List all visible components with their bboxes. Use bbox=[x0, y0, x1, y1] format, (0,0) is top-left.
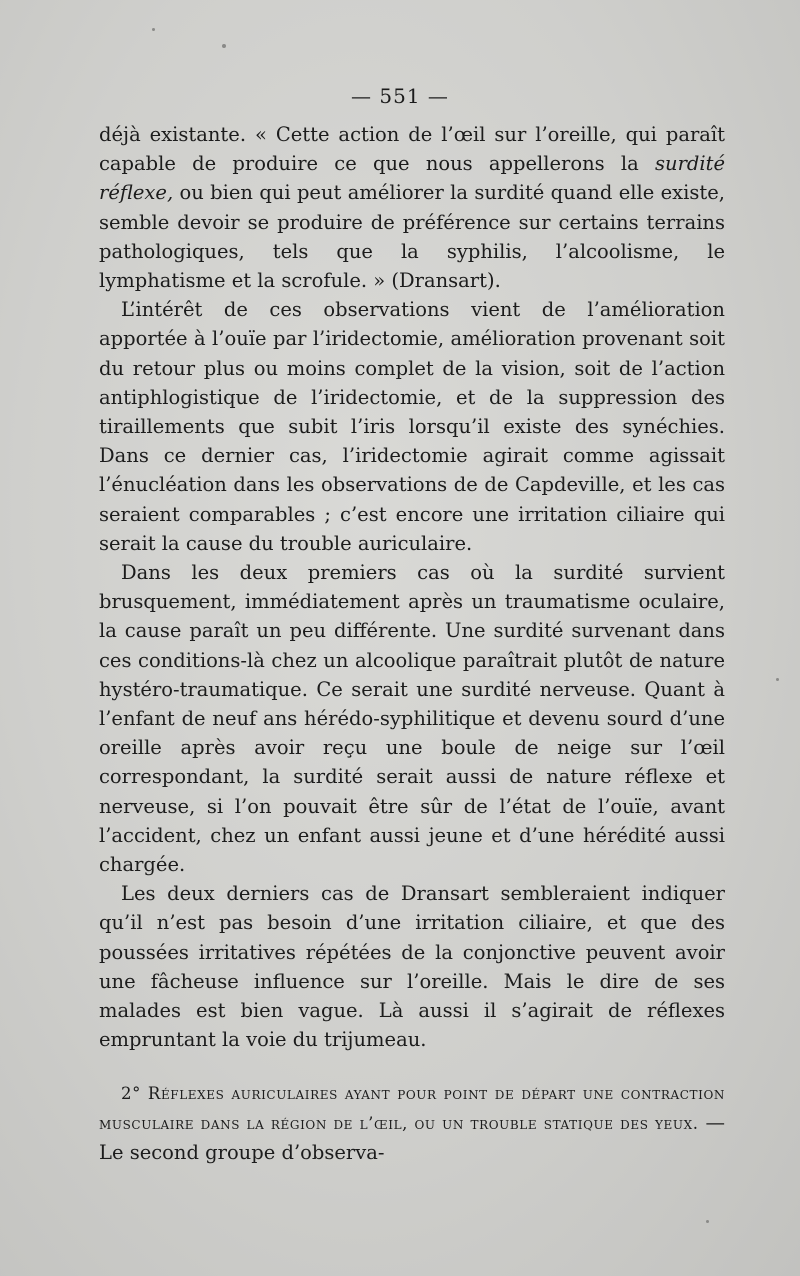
section-heading: 2° Réflexes auriculaires ayant pour point de départ une contraction musculaire dans la région de l’œil, ou un trouble statique des yeux. bbox=[99, 1084, 725, 1134]
paper-speck bbox=[776, 678, 779, 681]
page-number: — 551 — bbox=[351, 84, 449, 108]
paragraph-4: Les deux derniers cas de Dransart sembleraient indiquer qu’il n’est pas besoin d’une irritation ciliaire, et que des poussées irritatives répétées de la conjonctive peuvent avoir une fâcheuse influence sur l’oreille. Mais le dire de ses malades est bien vague. Là aussi il s’agirait de réflexes empruntant la voie du trijumeau. bbox=[99, 882, 725, 1052]
section-heading-paragraph bbox=[99, 1078, 725, 1168]
paragraph-3: Dans les deux premiers cas où la surdité survient brusquement, immédiatement après un traumatisme oculaire, la cause paraît un peu différente. Une surdité survenant dans ces conditions-là chez un alcoolique paraîtrait plutôt de nature hystéro-traumatique. Ce serait une surdité nerveuse. Quant à l’enfant de neuf ans hérédo-syphilitique et devenu sourd d’une oreille après avoir reçu une boule de neige sur l’œil correspondant, la surdité serait aussi de nature réflexe et nerveuse, si l’on pouvait être sûr de l’état de l’ouïe, avant l’accident, chez un enfant aussi jeune et d’une hérédité aussi chargée. bbox=[99, 561, 725, 877]
paper-speck bbox=[222, 44, 226, 48]
paragraph-1-start: déjà existante. « Cette action de l’œil sur l’oreille, qui paraît capable de produire ce que nous appellerons la bbox=[99, 123, 725, 176]
paragraph-1-italic-term: surdité réflexe, bbox=[99, 152, 725, 205]
paragraph-1-end: ou bien qui peut améliorer la surdité quand elle existe, semble devoir se produire de préférence sur certains terrains pathologiques, tels que la syphilis, l’alcoolisme, le lymphatisme et la scrofule. » (Dransart). bbox=[99, 181, 725, 293]
paper-speck bbox=[152, 28, 155, 31]
body-text bbox=[99, 120, 725, 1055]
paragraph-2: L’intérêt de ces observations vient de l’amélioration apportée à l’ouïe par l’iridectomie, amélioration provenant soit du retour plus ou moins complet de la vision, soit de l’action antiphlogistique de l’iridectomie, et de la suppression des tiraillements que subit l’iris lorsqu’il existe des synéchies. Dans ce dernier cas, l’iridectomie agirait comme agissait l’énucléation dans les observations de de Capdeville, et les cas seraient comparables ; c’est encore une irritation ciliaire qui serait la cause du trouble auriculaire. bbox=[99, 298, 725, 555]
paragraph-1 bbox=[99, 120, 725, 295]
section-continuation: — Le second groupe d’observa- bbox=[99, 1111, 725, 1165]
paper-speck bbox=[706, 1220, 709, 1223]
